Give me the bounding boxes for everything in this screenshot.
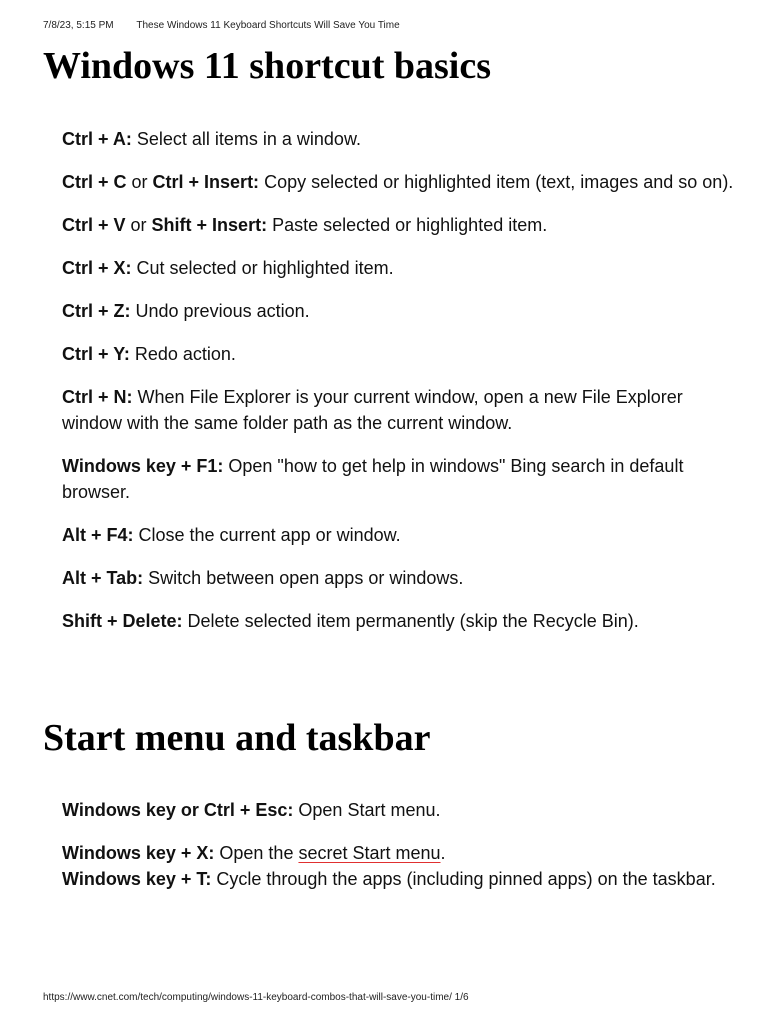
- shortcut-item: [62, 797, 742, 823]
- shortcut-description-end: .: [440, 843, 446, 863]
- shortcut-description: Delete selected item permanently (skip the Recycle Bin).: [182, 611, 639, 631]
- print-header: [43, 20, 400, 31]
- shortcut-item: [62, 212, 742, 238]
- section-heading-start-menu: Start menu and taskbar: [43, 717, 431, 759]
- shortcut-item: [62, 384, 742, 436]
- shortcut-keys-alt: Shift + Insert:: [151, 215, 268, 235]
- shortcut-description: Copy selected or highlighted item (text, images and so on).: [259, 172, 734, 192]
- shortcut-description: Paste selected or highlighted item.: [267, 215, 548, 235]
- shortcut-keys: Ctrl + N:: [62, 387, 133, 407]
- shortcut-item: [62, 298, 742, 324]
- shortcut-description: Select all items in a window.: [131, 129, 361, 149]
- shortcut-description: Open Start menu.: [293, 800, 441, 820]
- shortcut-keys-alt: Ctrl + Insert:: [152, 172, 260, 192]
- shortcut-keys: Ctrl + C: [62, 172, 127, 192]
- shortcut-keys: Ctrl + X:: [62, 258, 132, 278]
- shortcut-item: [62, 453, 742, 505]
- shortcut-item: [62, 866, 742, 892]
- shortcut-description: Open the: [214, 843, 299, 863]
- shortcut-item: [62, 522, 742, 548]
- shortcut-item: [62, 126, 742, 152]
- shortcut-item: [62, 840, 742, 866]
- shortcut-keys: Windows key + T:: [62, 869, 212, 889]
- shortcut-keys: Windows key + X:: [62, 843, 215, 863]
- shortcut-keys: Windows key or Ctrl + Esc:: [62, 800, 294, 820]
- print-url-page: https://www.cnet.com/tech/computing/windows-11-keyboard-combos-that-will-save-you-time/ 1/6: [43, 992, 469, 1003]
- shortcut-keys: Ctrl + Y:: [62, 344, 130, 364]
- shortcut-description: Cut selected or highlighted item.: [131, 258, 394, 278]
- shortcut-description: Undo previous action.: [130, 301, 310, 321]
- secret-start-menu-link[interactable]: secret Start menu: [298, 843, 441, 863]
- shortcut-description: Close the current app or window.: [133, 525, 401, 545]
- shortcut-keys: Shift + Delete:: [62, 611, 183, 631]
- section-heading-basics: Windows 11 shortcut basics: [43, 45, 492, 87]
- print-footer: [43, 992, 469, 1003]
- shortcut-description: Cycle through the apps (including pinned apps) on the taskbar.: [211, 869, 716, 889]
- shortcut-description: Open "how to get help in windows" Bing search in default browser.: [62, 456, 684, 502]
- shortcut-keys: Windows key + F1:: [62, 456, 224, 476]
- shortcut-or: or: [125, 215, 152, 235]
- shortcut-keys: Ctrl + V: [62, 215, 126, 235]
- shortcut-keys: Alt + Tab:: [62, 568, 144, 588]
- shortcut-keys: Alt + F4:: [62, 525, 134, 545]
- shortcut-description: Redo action.: [129, 344, 236, 364]
- shortcut-list-start-menu: [62, 797, 742, 909]
- shortcut-list-basics: [62, 126, 742, 651]
- print-datetime: 7/8/23, 5:15 PM: [43, 20, 114, 31]
- shortcut-description: When File Explorer is your current window, open a new File Explorer window with the same folder path as the current window.: [62, 387, 683, 433]
- shortcut-item: [62, 255, 742, 281]
- shortcut-keys: Ctrl + A:: [62, 129, 132, 149]
- shortcut-item: [62, 169, 742, 195]
- shortcut-or: or: [126, 172, 153, 192]
- print-page-title: These Windows 11 Keyboard Shortcuts Will Save You Time: [136, 20, 400, 31]
- shortcut-description: Switch between open apps or windows.: [143, 568, 464, 588]
- shortcut-item: [62, 341, 742, 367]
- shortcut-item: [62, 565, 742, 591]
- shortcut-item: [62, 608, 742, 634]
- shortcut-keys: Ctrl + Z:: [62, 301, 131, 321]
